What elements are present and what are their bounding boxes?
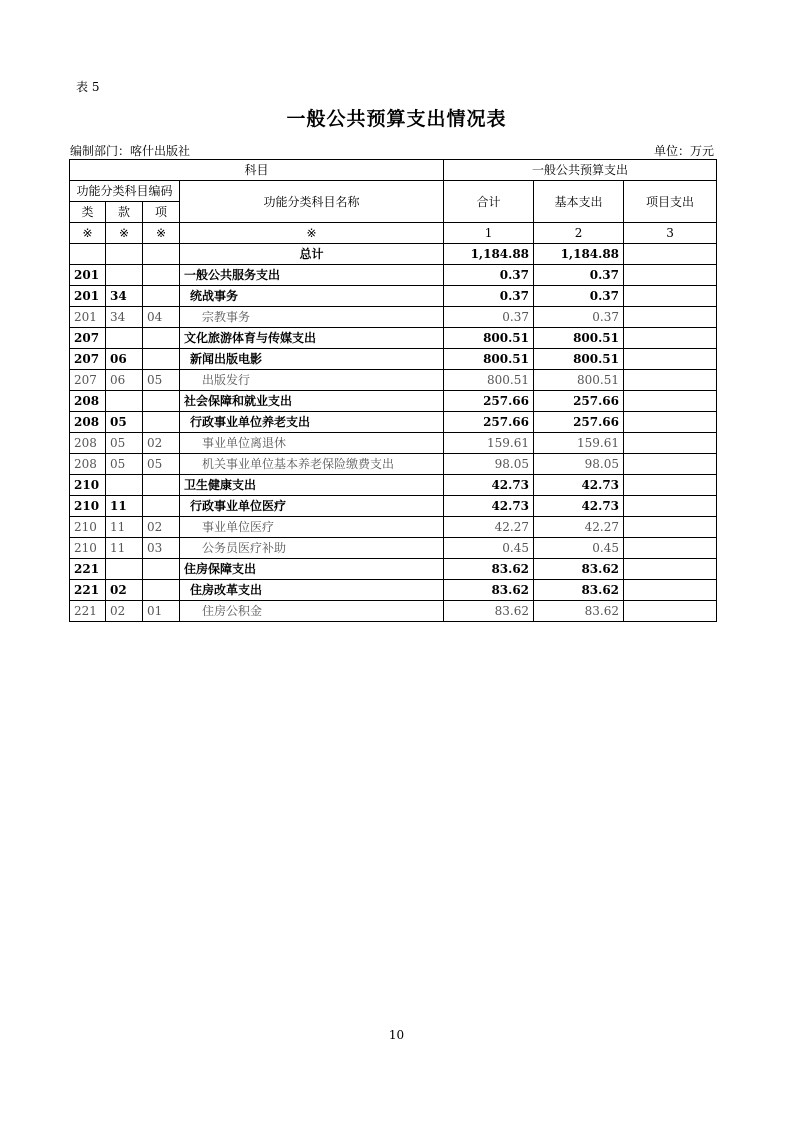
row-section-code: 05 bbox=[106, 454, 143, 475]
row-item-code bbox=[143, 349, 180, 370]
row-basic: 159.61 bbox=[534, 433, 624, 454]
table-number: 表 5 bbox=[76, 80, 100, 94]
row-total: 83.62 bbox=[444, 559, 534, 580]
row-class-code: 207 bbox=[70, 349, 106, 370]
row-project bbox=[624, 286, 717, 307]
row-basic: 257.66 bbox=[534, 412, 624, 433]
row-item-code bbox=[143, 391, 180, 412]
row-basic: 0.45 bbox=[534, 538, 624, 559]
row-name: 文化旅游体育与传媒支出 bbox=[180, 328, 444, 349]
row-item-code bbox=[143, 328, 180, 349]
row-project bbox=[624, 517, 717, 538]
row-name: 机关事业单位基本养老保险缴费支出 bbox=[180, 454, 444, 475]
row-section-code bbox=[106, 559, 143, 580]
row-item-code bbox=[143, 559, 180, 580]
row-project bbox=[624, 328, 717, 349]
row-total: 0.37 bbox=[444, 286, 534, 307]
summary-class bbox=[70, 244, 106, 265]
row-section-code: 06 bbox=[106, 349, 143, 370]
summary-total: 1,184.88 bbox=[444, 244, 534, 265]
header-basic: 基本支出 bbox=[534, 181, 624, 223]
row-item-code: 02 bbox=[143, 433, 180, 454]
row-basic: 83.62 bbox=[534, 601, 624, 622]
row-item-code bbox=[143, 580, 180, 601]
row-project bbox=[624, 496, 717, 517]
row-section-code: 34 bbox=[106, 286, 143, 307]
row-item-code bbox=[143, 475, 180, 496]
row-project bbox=[624, 475, 717, 496]
table-row bbox=[70, 265, 717, 286]
row-total: 800.51 bbox=[444, 328, 534, 349]
summary-label: 总计 bbox=[180, 244, 444, 265]
row-section-code: 11 bbox=[106, 538, 143, 559]
row-item-code: 05 bbox=[143, 370, 180, 391]
header-class: 类 bbox=[70, 202, 106, 223]
row-project bbox=[624, 454, 717, 475]
row-class-code: 210 bbox=[70, 517, 106, 538]
row-total: 42.27 bbox=[444, 517, 534, 538]
summary-section bbox=[106, 244, 143, 265]
header-code-group: 功能分类科目编码 bbox=[70, 181, 180, 202]
table-row bbox=[70, 559, 717, 580]
row-name: 社会保障和就业支出 bbox=[180, 391, 444, 412]
row-class-code: 201 bbox=[70, 265, 106, 286]
col-index-2: 2 bbox=[534, 223, 624, 244]
row-basic: 800.51 bbox=[534, 328, 624, 349]
row-project bbox=[624, 433, 717, 454]
row-class-code: 201 bbox=[70, 307, 106, 328]
row-basic: 42.73 bbox=[534, 475, 624, 496]
table-row bbox=[70, 538, 717, 559]
row-total: 0.37 bbox=[444, 307, 534, 328]
row-item-code: 04 bbox=[143, 307, 180, 328]
table-row bbox=[70, 475, 717, 496]
row-project bbox=[624, 265, 717, 286]
row-class-code: 208 bbox=[70, 433, 106, 454]
row-basic: 42.73 bbox=[534, 496, 624, 517]
header-item: 项 bbox=[143, 202, 180, 223]
row-item-code bbox=[143, 265, 180, 286]
mark-cell: ※ bbox=[70, 223, 106, 244]
header-name: 功能分类科目名称 bbox=[180, 181, 444, 223]
row-class-code: 221 bbox=[70, 580, 106, 601]
row-class-code: 207 bbox=[70, 370, 106, 391]
row-item-code: 03 bbox=[143, 538, 180, 559]
row-basic: 0.37 bbox=[534, 265, 624, 286]
table-row bbox=[70, 580, 717, 601]
table-row bbox=[70, 454, 717, 475]
row-basic: 800.51 bbox=[534, 370, 624, 391]
row-class-code: 210 bbox=[70, 475, 106, 496]
row-class-code: 210 bbox=[70, 496, 106, 517]
table-row bbox=[70, 391, 717, 412]
row-basic: 257.66 bbox=[534, 391, 624, 412]
header-section: 款 bbox=[106, 202, 143, 223]
table-row bbox=[70, 286, 717, 307]
row-project bbox=[624, 538, 717, 559]
row-section-code bbox=[106, 475, 143, 496]
row-name: 行政事业单位医疗 bbox=[180, 496, 444, 517]
header-row-4 bbox=[70, 223, 717, 244]
table-row bbox=[70, 496, 717, 517]
col-index-1: 1 bbox=[444, 223, 534, 244]
row-project bbox=[624, 391, 717, 412]
row-name: 住房改革支出 bbox=[180, 580, 444, 601]
row-total: 159.61 bbox=[444, 433, 534, 454]
row-section-code: 02 bbox=[106, 580, 143, 601]
row-total: 257.66 bbox=[444, 412, 534, 433]
row-section-code: 02 bbox=[106, 601, 143, 622]
row-total: 0.45 bbox=[444, 538, 534, 559]
table-row bbox=[70, 307, 717, 328]
row-name: 出版发行 bbox=[180, 370, 444, 391]
row-basic: 42.27 bbox=[534, 517, 624, 538]
row-total: 98.05 bbox=[444, 454, 534, 475]
row-item-code: 02 bbox=[143, 517, 180, 538]
row-section-code bbox=[106, 265, 143, 286]
row-basic: 0.37 bbox=[534, 286, 624, 307]
row-project bbox=[624, 349, 717, 370]
summary-project bbox=[624, 244, 717, 265]
header-budget-group: 一般公共预算支出 bbox=[444, 160, 717, 181]
row-name: 新闻出版电影 bbox=[180, 349, 444, 370]
row-item-code bbox=[143, 286, 180, 307]
row-basic: 83.62 bbox=[534, 559, 624, 580]
unit-label: 单位：万元 bbox=[653, 144, 714, 158]
row-total: 800.51 bbox=[444, 370, 534, 391]
row-section-code: 06 bbox=[106, 370, 143, 391]
row-name: 一般公共服务支出 bbox=[180, 265, 444, 286]
row-item-code bbox=[143, 496, 180, 517]
summary-basic: 1,184.88 bbox=[534, 244, 624, 265]
row-name: 统战事务 bbox=[180, 286, 444, 307]
row-total: 83.62 bbox=[444, 601, 534, 622]
row-project bbox=[624, 412, 717, 433]
header-row-1 bbox=[70, 160, 717, 181]
row-class-code: 201 bbox=[70, 286, 106, 307]
row-total: 42.73 bbox=[444, 496, 534, 517]
row-project bbox=[624, 601, 717, 622]
header-total: 合计 bbox=[444, 181, 534, 223]
table-row bbox=[70, 370, 717, 391]
row-item-code: 01 bbox=[143, 601, 180, 622]
page-number: 10 bbox=[388, 1028, 405, 1042]
row-basic: 98.05 bbox=[534, 454, 624, 475]
row-class-code: 208 bbox=[70, 454, 106, 475]
row-name: 住房公积金 bbox=[180, 601, 444, 622]
summary-item bbox=[143, 244, 180, 265]
row-total: 800.51 bbox=[444, 349, 534, 370]
row-section-code: 05 bbox=[106, 412, 143, 433]
row-project bbox=[624, 307, 717, 328]
row-section-code bbox=[106, 391, 143, 412]
budget-table bbox=[69, 159, 717, 622]
row-project bbox=[624, 370, 717, 391]
row-name: 公务员医疗补助 bbox=[180, 538, 444, 559]
row-name: 宗教事务 bbox=[180, 307, 444, 328]
row-total: 83.62 bbox=[444, 580, 534, 601]
row-item-code bbox=[143, 412, 180, 433]
row-section-code bbox=[106, 328, 143, 349]
row-name: 住房保障支出 bbox=[180, 559, 444, 580]
header-project: 项目支出 bbox=[624, 181, 717, 223]
row-class-code: 208 bbox=[70, 412, 106, 433]
table-row bbox=[70, 349, 717, 370]
mark-cell: ※ bbox=[143, 223, 180, 244]
row-section-code: 11 bbox=[106, 517, 143, 538]
row-class-code: 221 bbox=[70, 559, 106, 580]
mark-cell: ※ bbox=[106, 223, 143, 244]
row-basic: 83.62 bbox=[534, 580, 624, 601]
mark-cell: ※ bbox=[180, 223, 444, 244]
row-total: 0.37 bbox=[444, 265, 534, 286]
col-index-3: 3 bbox=[624, 223, 717, 244]
row-class-code: 210 bbox=[70, 538, 106, 559]
row-basic: 800.51 bbox=[534, 349, 624, 370]
page-title: 一般公共预算支出情况表 bbox=[286, 108, 507, 130]
row-name: 事业单位医疗 bbox=[180, 517, 444, 538]
row-name: 行政事业单位养老支出 bbox=[180, 412, 444, 433]
row-section-code: 34 bbox=[106, 307, 143, 328]
row-basic: 0.37 bbox=[534, 307, 624, 328]
table-row bbox=[70, 601, 717, 622]
header-subject: 科目 bbox=[70, 160, 444, 181]
row-class-code: 207 bbox=[70, 328, 106, 349]
row-class-code: 221 bbox=[70, 601, 106, 622]
row-section-code: 05 bbox=[106, 433, 143, 454]
row-item-code: 05 bbox=[143, 454, 180, 475]
row-name: 卫生健康支出 bbox=[180, 475, 444, 496]
row-total: 257.66 bbox=[444, 391, 534, 412]
row-section-code: 11 bbox=[106, 496, 143, 517]
row-class-code: 208 bbox=[70, 391, 106, 412]
table-row bbox=[70, 517, 717, 538]
row-total: 42.73 bbox=[444, 475, 534, 496]
department-label: 编制部门：喀什出版社 bbox=[70, 144, 191, 158]
row-project bbox=[624, 580, 717, 601]
table-row bbox=[70, 433, 717, 454]
row-name: 事业单位离退休 bbox=[180, 433, 444, 454]
header-row-2 bbox=[70, 181, 717, 202]
table-row bbox=[70, 412, 717, 433]
summary-row bbox=[70, 244, 717, 265]
table-row bbox=[70, 328, 717, 349]
row-project bbox=[624, 559, 717, 580]
